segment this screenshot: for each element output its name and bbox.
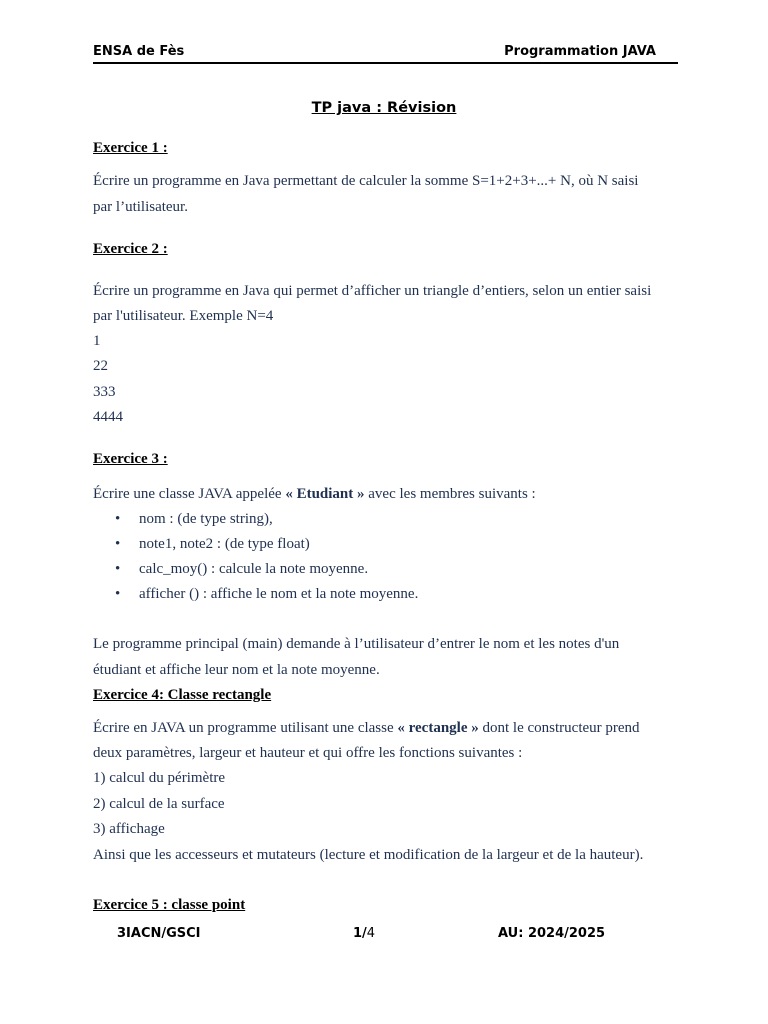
- class-name-rectangle: « rectangle »: [397, 720, 479, 736]
- list-item: nom : (de type string),: [139, 511, 273, 527]
- exercise-4-line-1-end: dont le constructeur prend: [478, 720, 640, 736]
- triangle-row: 333: [93, 384, 116, 400]
- exercise-4-heading: Exercice 4: Classe rectangle: [93, 687, 272, 703]
- footer-academic-year: AU: 2024/2025: [498, 926, 606, 941]
- exercise-3-intro: [93, 486, 536, 503]
- exercise-3-para-line-1: Le programme principal (main) demande à l’utilisateur d’entrer le nom et les notes d'un: [93, 636, 620, 652]
- triangle-row: 1: [93, 333, 101, 349]
- exercise-4-line-1: [93, 720, 640, 737]
- footer-class: 3IACN/GSCI: [117, 926, 201, 941]
- exercise-2-line-2: par l'utilisateur. Exemple N=4: [93, 308, 274, 324]
- page-total: 4: [366, 926, 376, 941]
- list-item: 2) calcul de la surface: [93, 796, 225, 812]
- list-item: 1) calcul du périmètre: [93, 770, 226, 786]
- footer-page-number: [353, 926, 375, 941]
- bullet: •: [115, 536, 121, 552]
- exercise-1-heading: Exercice 1 :: [93, 140, 168, 156]
- triangle-row: 4444: [93, 409, 123, 425]
- list-item: note1, note2 : (de type float): [139, 536, 310, 552]
- exercise-3-heading: Exercice 3 :: [93, 451, 168, 467]
- exercise-1-line-1: Écrire un programme en Java permettant de calculer la somme S=1+2+3+...+ N, où N saisi: [93, 173, 639, 189]
- exercise-3-intro-end: avec les membres suivants :: [364, 486, 536, 502]
- exercise-2-heading: Exercice 2 :: [93, 241, 168, 257]
- exercise-2-line-1: Écrire un programme en Java qui permet d’afficher un triangle d’entiers, selon un entier saisi: [93, 283, 652, 299]
- document-title: TP java : Révision: [311, 100, 457, 116]
- exercise-4-line-1-text: Écrire en JAVA un programme utilisant une classe: [93, 720, 398, 736]
- exercise-3-intro-text: Écrire une classe JAVA appelée: [93, 486, 286, 502]
- header-school: ENSA de Fès: [93, 44, 185, 59]
- bullet: •: [115, 586, 121, 602]
- bullet: •: [115, 511, 121, 527]
- exercise-5-heading: Exercice 5 : classe point: [93, 897, 246, 913]
- exercise-3-para-line-2: étudiant et affiche leur nom et la note moyenne.: [93, 662, 380, 678]
- exercise-4-line-2: deux paramètres, largeur et hauteur et qui offre les fonctions suivantes :: [93, 745, 523, 761]
- class-name-etudiant: « Etudiant »: [285, 486, 365, 502]
- list-item: calc_moy() : calcule la note moyenne.: [139, 561, 369, 577]
- exercise-1-line-2: par l’utilisateur.: [93, 199, 188, 215]
- list-item: afficher () : affiche le nom et la note moyenne.: [139, 586, 419, 602]
- bullet: •: [115, 561, 121, 577]
- list-item: 3) affichage: [93, 821, 165, 837]
- exercise-4-closing: Ainsi que les accesseurs et mutateurs (lecture et modification de la largeur et de la hauteur).: [93, 847, 644, 863]
- header-course: Programmation JAVA: [504, 44, 656, 59]
- page-current: 1/: [353, 926, 367, 941]
- triangle-row: 22: [93, 358, 108, 374]
- page-header: [93, 42, 678, 64]
